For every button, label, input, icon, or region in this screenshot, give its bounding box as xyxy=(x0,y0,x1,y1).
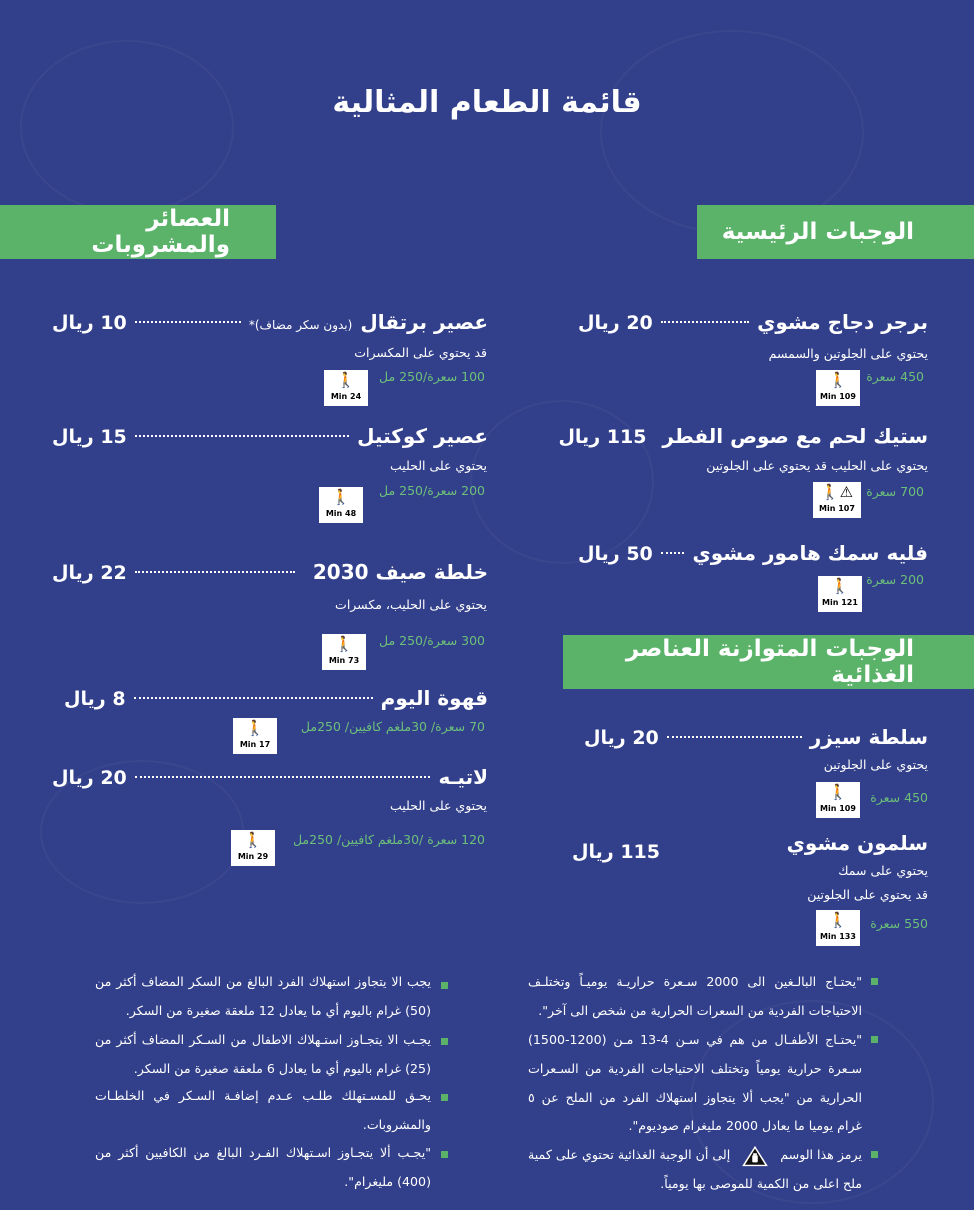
item-price: 115 ريال xyxy=(572,841,660,863)
menu-item xyxy=(64,686,488,710)
item-name: سلطة سيزر xyxy=(809,725,928,749)
dotted-leader xyxy=(135,321,241,323)
walking-person-icon: 🚶 xyxy=(334,635,354,653)
dotted-leader xyxy=(135,776,431,778)
item-description: يحتوي على الحليب، مكسرات xyxy=(335,597,487,612)
walking-person-icon: 🚶 xyxy=(336,371,356,389)
badge-minutes: Min 121 xyxy=(822,598,858,607)
dotted-leader xyxy=(661,321,749,323)
item-price: 15 ريال xyxy=(52,426,127,448)
walking-person-icon: 🚶 xyxy=(828,371,848,389)
item-calories: 450 سعرة xyxy=(866,369,924,384)
badge-minutes: Min 133 xyxy=(820,932,856,941)
badge-minutes: Min 29 xyxy=(237,852,269,861)
menu-item xyxy=(578,310,928,334)
salt-note-text: يرمز هذا الوسم xyxy=(780,1147,862,1162)
item-name: برجر دجاج مشوي xyxy=(757,310,928,334)
item-description: يحتوي على الحليب xyxy=(389,798,487,813)
page-title: قائمة الطعام المثالية xyxy=(332,85,642,120)
footnote: يجب الا يتجاوز استهلاك الفرد البالغ من السكر المضاف أكثر من (50) غرام باليوم أي ما يعادل 12 ملعقة صغيرة من السكر. xyxy=(95,974,431,1018)
item-calories: 450 سعرة xyxy=(870,790,928,805)
walking-minutes-badge xyxy=(816,782,860,818)
item-description: يحتوي على سمك xyxy=(838,863,928,878)
walking-person-icon: 🚶⚠ xyxy=(820,483,854,501)
bullet-marker xyxy=(871,1151,878,1158)
item-name: عصير كوكتيل xyxy=(357,424,488,448)
item-price: 115 ريال xyxy=(558,426,647,448)
item-calories: 300 سعرة/250 مل xyxy=(379,633,485,648)
item-price: 20 ريال xyxy=(578,312,653,334)
walking-person-icon: 🚶 xyxy=(830,577,850,595)
item-price: 10 ريال xyxy=(52,312,127,334)
item-calories: 200 سعرة xyxy=(866,572,924,587)
salt-warning-icon xyxy=(740,1145,770,1167)
walking-person-icon: 🚶 xyxy=(243,831,263,849)
walking-person-icon: 🚶 xyxy=(331,488,351,506)
badge-minutes: Min 107 xyxy=(819,504,855,513)
item-description: يحتوي على الحليب xyxy=(389,458,487,473)
item-description: قد يحتوي على المكسرات xyxy=(354,345,487,360)
menu-item xyxy=(584,725,928,749)
bullet-marker xyxy=(441,1038,448,1045)
item-name: خلطة صيف 2030 xyxy=(312,560,488,584)
menu-item xyxy=(52,765,488,789)
walking-person-icon: 🚶 xyxy=(828,911,848,929)
item-description: قد يحتوي على الجلوتين xyxy=(807,887,928,902)
footnote: "يحتـاج البالـغين الى 2000 سـعرة حراريـة يوميـاً وتختلـف الاحتياجات الفردية من السعرات الحرارية من شخص الى آخر". xyxy=(528,974,862,1018)
dotted-leader xyxy=(134,697,373,699)
footnote: يجـب الا يتجـاوز استـهلاك الاطفال من السـكر المضاف أكثر من (25) غرام باليوم أي ما يعادل 6 ملعقة صغيرة من السكر. xyxy=(95,1032,431,1076)
item-name: ستيك لحم مع صوص الفطر xyxy=(662,424,928,448)
badge-minutes: Min 17 xyxy=(239,740,271,749)
item-price: 20 ريال xyxy=(52,767,127,789)
walking-minutes-badge xyxy=(233,718,277,754)
item-description: يحتوي على الجلوتين xyxy=(823,757,928,772)
section-banner-juices xyxy=(0,205,276,259)
section-title: الوجبات المتوازنة العناصر الغذائية xyxy=(625,636,914,688)
walking-person-icon: 🚶 xyxy=(245,719,265,737)
walking-minutes-badge xyxy=(816,910,860,946)
menu-item xyxy=(52,560,488,584)
salt-warning-icon: ⚠ xyxy=(839,483,854,501)
item-calories: 100 سعرة/250 مل xyxy=(379,369,485,384)
walking-minutes-badge xyxy=(319,487,363,523)
item-price: 22 ريال xyxy=(52,562,127,584)
dotted-leader xyxy=(135,571,295,573)
badge-minutes: Min 48 xyxy=(325,509,357,518)
item-description: يحتوي على الحليب قد يحتوي على الجلوتين xyxy=(706,458,928,473)
item-calories: 200 سعرة/250 مل xyxy=(379,483,485,498)
badge-minutes: Min 109 xyxy=(820,392,856,401)
item-calories: 120 سعرة /30ملغم كافيين/ 250مل xyxy=(292,832,485,847)
salt-note-text: إلى أن الوجبة الغذائية تحتوي على كمية ملح اعلى من الكمية للموصى بها يومياً. xyxy=(528,1147,862,1191)
item-name: قهوة اليوم xyxy=(380,686,488,710)
item-calories: 70 سعرة/ 30ملغم كافيين/ 250مل xyxy=(300,719,485,734)
walking-minutes-badge xyxy=(322,634,366,670)
menu-item xyxy=(558,424,928,448)
walking-minutes-badge xyxy=(813,482,861,518)
walking-person-icon: 🚶 xyxy=(828,783,848,801)
badge-minutes: Min 24 xyxy=(330,392,362,401)
item-note: (بدون سكر مضاف)* xyxy=(248,318,353,332)
item-name: سلمون مشوي xyxy=(786,831,928,855)
menu-item xyxy=(578,541,928,565)
footnote: يحـق للمسـتهلك طلـب عـدم إضافـة السـكر في الخلطـات والمشروبات. xyxy=(95,1088,431,1132)
dotted-leader xyxy=(661,552,685,554)
walking-minutes-badge xyxy=(324,370,368,406)
bullet-marker xyxy=(871,1036,878,1043)
section-title: العصائر والمشروبات xyxy=(91,206,230,258)
item-description: يحتوي على الجلوتين والسمسم xyxy=(768,346,928,361)
item-name: عصير برتقال xyxy=(360,310,488,334)
section-title: الوجبات الرئيسية xyxy=(721,219,914,245)
background-ornament xyxy=(20,40,234,214)
bullet-marker xyxy=(441,1151,448,1158)
menu-item xyxy=(52,310,488,334)
section-banner-main-meals xyxy=(697,205,974,259)
item-name: لاتيـه xyxy=(438,765,488,789)
item-price: 50 ريال xyxy=(578,543,653,565)
section-banner-balanced xyxy=(563,635,974,689)
footnote: "يجـب ألا يتجـاوز اسـتهلاك الفـرد البالغ من الكافيين أكثر من (400) مليغرام". xyxy=(95,1145,431,1189)
dotted-leader xyxy=(135,435,349,437)
bullet-marker xyxy=(441,982,448,989)
walking-minutes-badge xyxy=(818,576,862,612)
item-calories: 550 سعرة xyxy=(870,916,928,931)
item-price: 20 ريال xyxy=(584,727,659,749)
bullet-marker xyxy=(871,978,878,985)
item-name: فليه سمك هامور مشوي xyxy=(692,541,928,565)
menu-item xyxy=(572,831,928,863)
menu-item xyxy=(52,424,488,448)
badge-minutes: Min 73 xyxy=(328,656,360,665)
bullet-marker xyxy=(441,1094,448,1101)
dotted-leader xyxy=(667,736,802,738)
background-ornament xyxy=(600,30,864,234)
walking-minutes-badge xyxy=(231,830,275,866)
footnote: "يحتـاج الأطفـال من هم في سـن 4-13 مـن (1200-1500) سـعرة حرارية يومياً وتختلف الاحتياجات الفردية من السـعرات الحرارية من "يجب ألا يتجاوز استهلاك الفرد من الملح عن ٥ غرام يوميا ما يعادل 2000 مليغرام صوديوم". xyxy=(528,1032,862,1134)
badge-minutes: Min 109 xyxy=(820,804,856,813)
item-price: 8 ريال xyxy=(64,688,126,710)
item-calories: 700 سعرة xyxy=(866,484,924,499)
footnote-salt xyxy=(528,1141,862,1199)
walking-minutes-badge xyxy=(816,370,860,406)
